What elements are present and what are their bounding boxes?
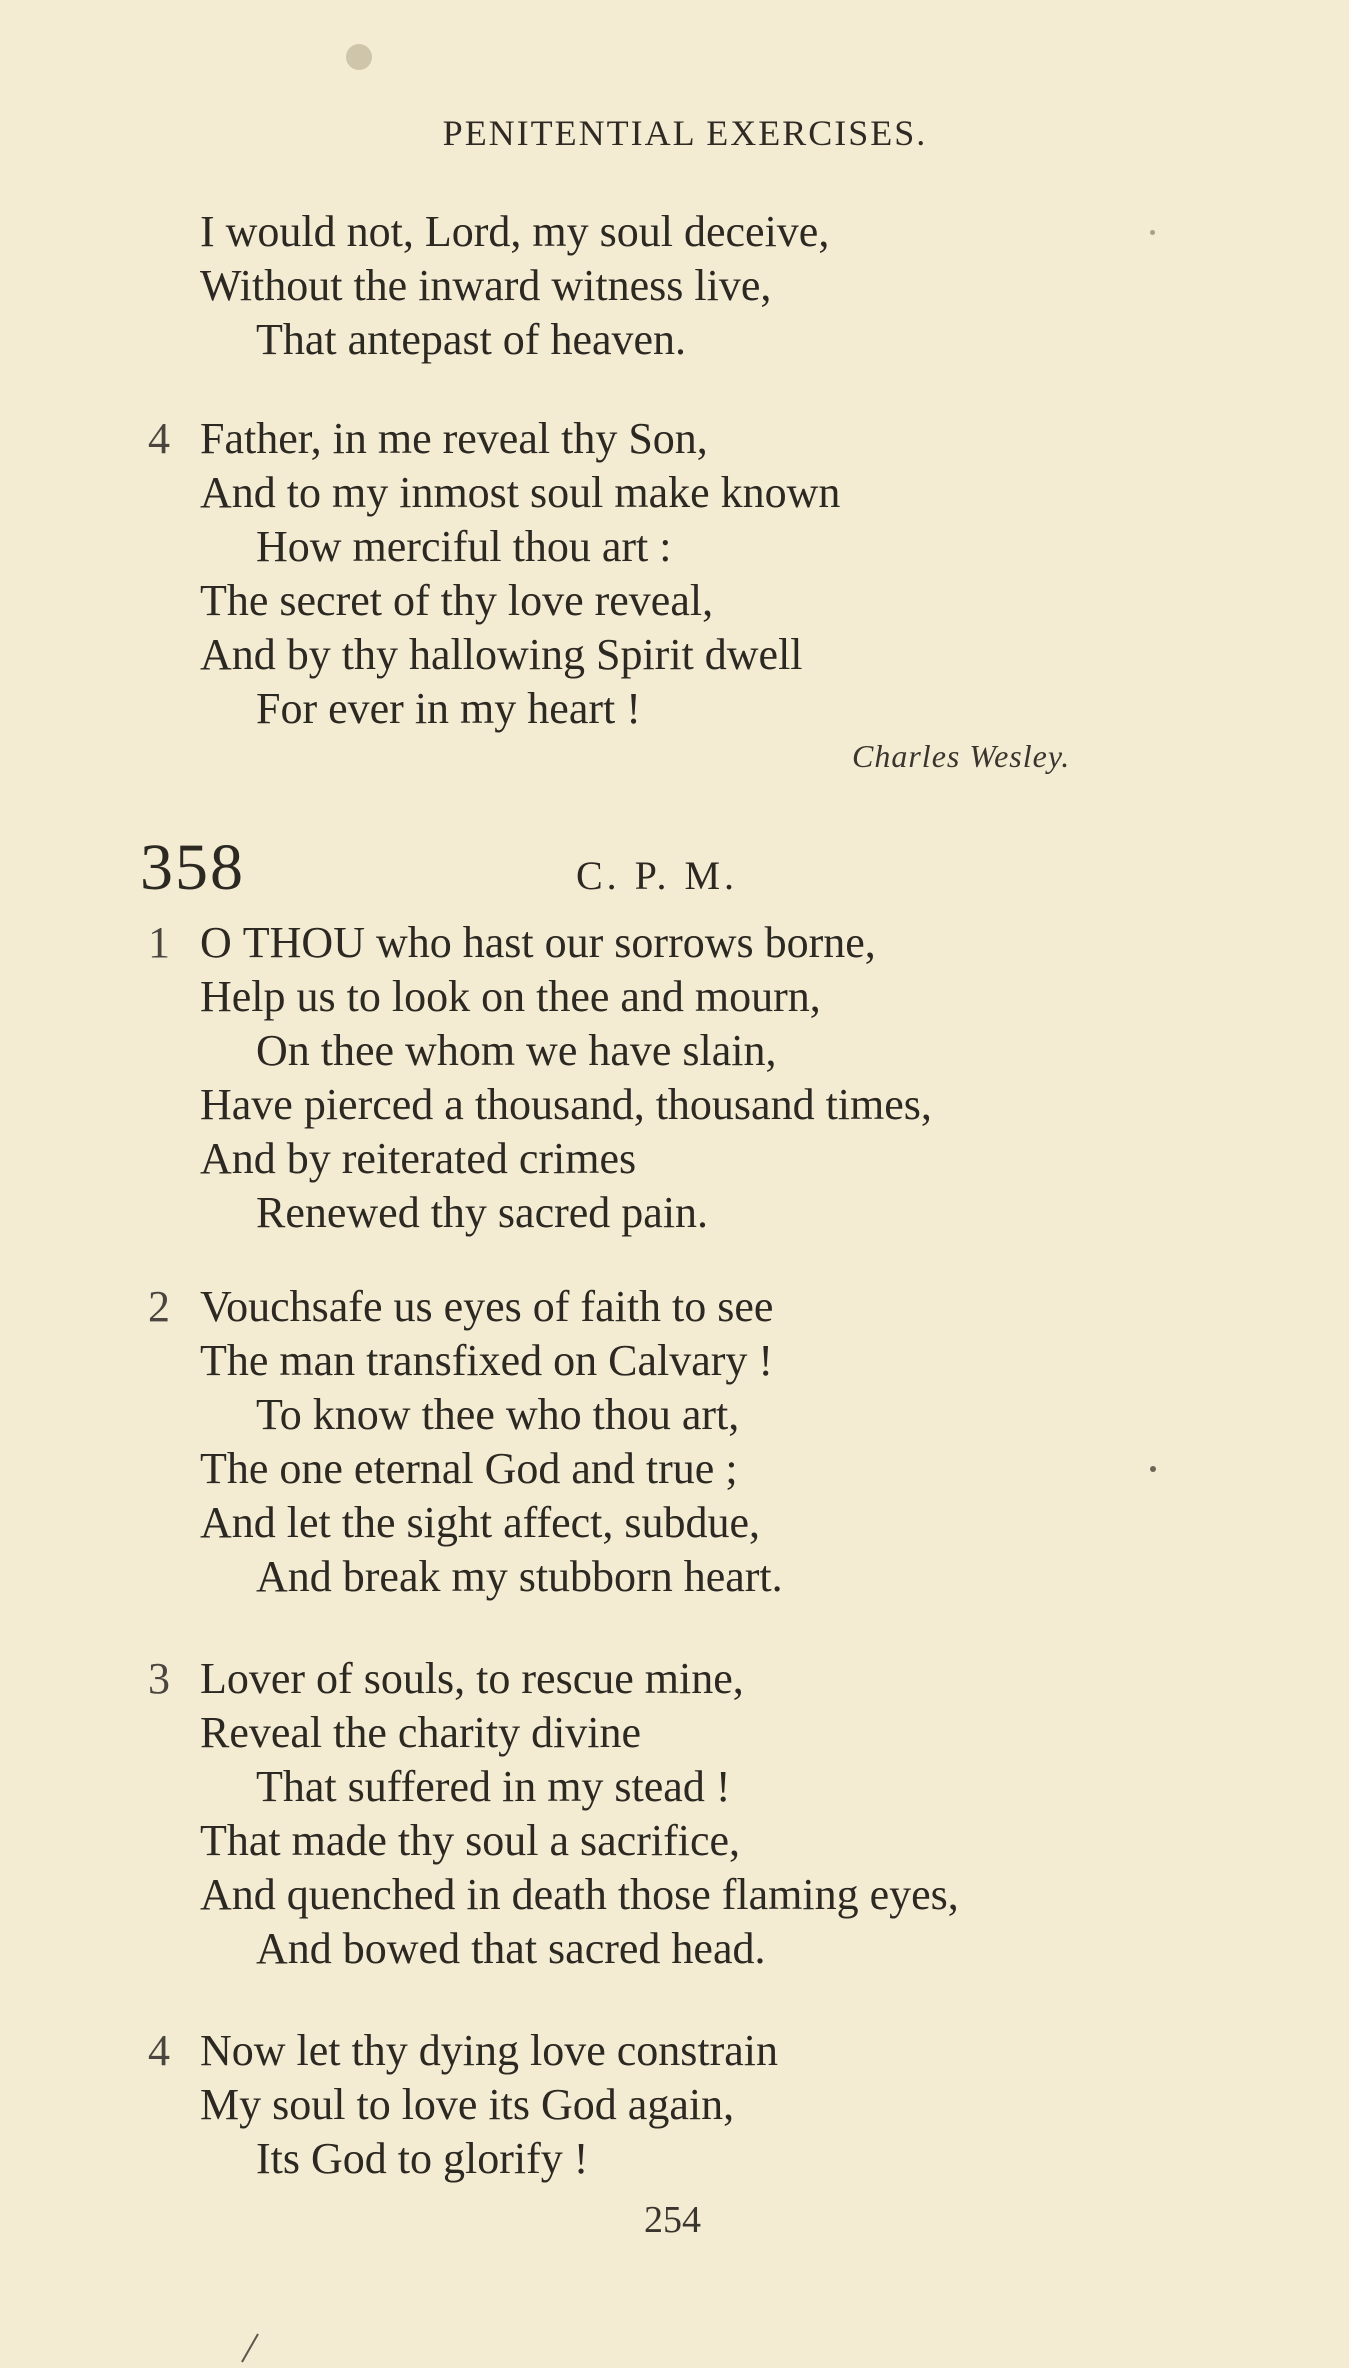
- verse-line: To know thee who thou art,: [256, 1390, 740, 1439]
- page-number: 254: [644, 2199, 701, 2241]
- verse-line: Lover of souls, to rescue mine,: [200, 1654, 744, 1703]
- hymn-number: 358: [140, 831, 245, 904]
- verse-line: How merciful thou art :: [256, 522, 672, 571]
- verse-line: For ever in my heart !: [256, 684, 641, 733]
- paper-speck: [1150, 230, 1155, 235]
- verse-line: The man transfixed on Calvary !: [200, 1336, 774, 1385]
- verse-line: And to my inmost soul make known: [200, 468, 841, 517]
- author-attribution: Charles Wesley.: [852, 738, 1071, 774]
- stanza-number: 4: [148, 414, 170, 463]
- verse-line: And let the sight affect, subdue,: [200, 1498, 761, 1547]
- verse-line: Have pierced a thousand, thousand times,: [200, 1080, 932, 1129]
- first-word-smallcaps: THOU: [242, 918, 365, 967]
- running-head: PENITENTIAL EXERCISES.: [442, 113, 928, 153]
- verse-line: That suffered in my stead !: [256, 1762, 731, 1811]
- verse-line: Its God to glorify !: [256, 2134, 589, 2183]
- verse-line: The one eternal God and true ;: [200, 1444, 738, 1493]
- verse-line: Renewed thy sacred pain.: [256, 1188, 709, 1237]
- hymn-meter: C. P. M.: [576, 853, 739, 898]
- verse-line: Help us to look on thee and mourn,: [200, 972, 821, 1021]
- stanza-number: 2: [148, 1282, 170, 1331]
- stanza-number: 3: [148, 1654, 170, 1703]
- verse-line: That made thy soul a sacrifice,: [200, 1816, 741, 1865]
- verse-line-first: [200, 916, 876, 970]
- verse-line: Now let thy dying love constrain: [200, 2026, 779, 2075]
- verse-line: My soul to love its God again,: [200, 2080, 735, 2129]
- first-word: O: [200, 918, 232, 967]
- paper-speck: [1150, 1466, 1156, 1472]
- verse-line: Vouchsafe us eyes of faith to see: [200, 1282, 774, 1331]
- verse-line: Without the inward witness live,: [200, 261, 772, 310]
- verse-line: The secret of thy love reveal,: [200, 576, 714, 625]
- verse-line: That antepast of heaven.: [256, 315, 687, 364]
- stanza-number: 1: [148, 918, 170, 967]
- pencil-mark: [236, 2330, 266, 2364]
- verse-line: On thee whom we have slain,: [256, 1026, 777, 1075]
- verse-line: And by thy hallowing Spirit dwell: [200, 630, 803, 679]
- verse-line: And quenched in death those flaming eyes,: [200, 1870, 959, 1919]
- paper-speck: [346, 44, 372, 70]
- verse-line: Reveal the charity divine: [200, 1708, 642, 1757]
- verse-line: And bowed that sacred head.: [256, 1924, 766, 1973]
- stanza-number: 4: [148, 2026, 170, 2075]
- verse-line: And break my stubborn heart.: [256, 1552, 783, 1601]
- verse-line: Father, in me reveal thy Son,: [200, 414, 708, 463]
- first-line-rest: who hast our sorrows borne,: [364, 918, 876, 967]
- verse-line: I would not, Lord, my soul deceive,: [200, 207, 830, 256]
- verse-line: And by reiterated crimes: [200, 1134, 637, 1183]
